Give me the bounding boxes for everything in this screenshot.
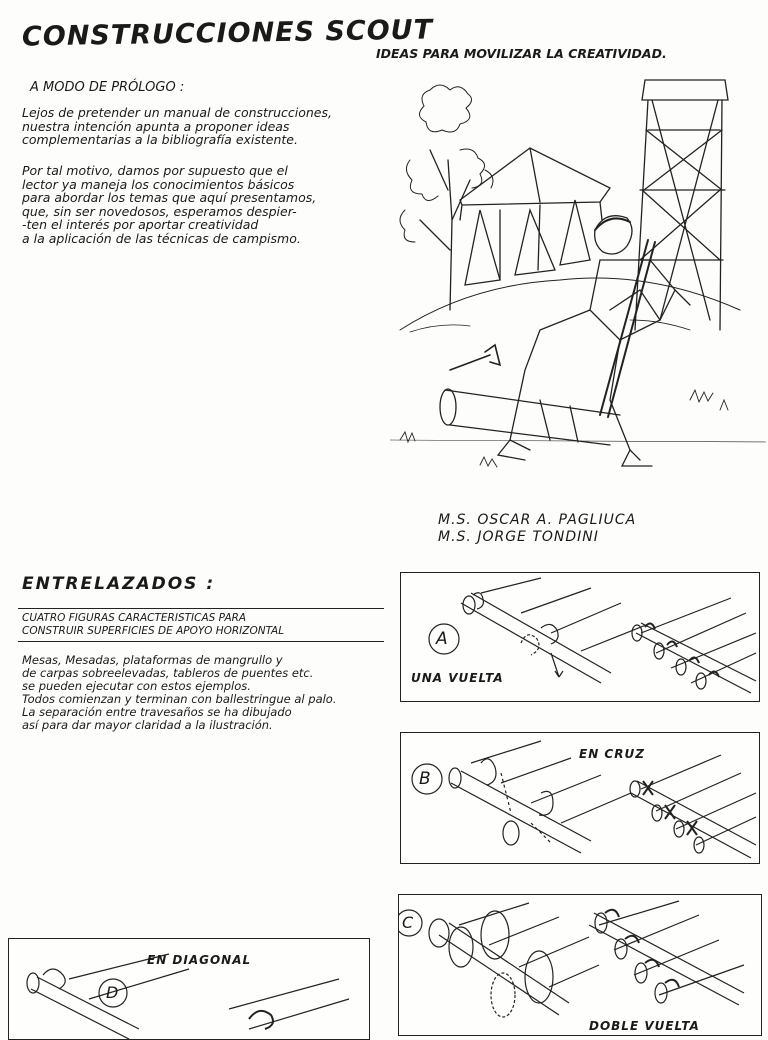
- feature-line: CONSTRUIR SUPERFICIES DE APOYO HORIZONTAL: [22, 624, 285, 637]
- section-heading: ENTRELAZADOS :: [22, 574, 216, 594]
- paragraph-line: -ten el interés por aportar creatividad: [22, 217, 259, 232]
- figure-letter: D: [106, 983, 120, 1002]
- feature-line: CUATRO FIGURAS CARACTERISTICAS PARA: [22, 612, 247, 624]
- author-name: M.S. OSCAR A. PAGLIUCA: [438, 512, 637, 528]
- log-drawing: [440, 389, 620, 445]
- tree-drawing: [400, 85, 493, 310]
- scout-figure: [498, 216, 690, 466]
- body-line: de carpas sobreelevadas, tableros de puentes etc.: [22, 666, 314, 680]
- prologue-paragraph-2: [22, 164, 422, 245]
- figure-panel-a: [400, 572, 760, 702]
- figure-caption: EN CRUZ: [579, 747, 645, 761]
- figure-letter: A: [436, 629, 449, 649]
- figure-letter: C: [402, 913, 415, 932]
- tower-drawing: [635, 80, 728, 330]
- paragraph-line: lector ya maneja los conocimientos básicos: [22, 176, 295, 192]
- paragraph-line: nuestra intención apunta a proponer ideas: [22, 118, 290, 134]
- body-line: se pueden ejecutar con estos ejemplos.: [22, 679, 251, 693]
- paragraph-line: Por tal motivo, damos por supuesto que el: [22, 163, 288, 178]
- page-title: CONSTRUCCIONES SCOUT: [21, 14, 434, 53]
- paragraph-line: a la aplicación de las técnicas de campismo.: [22, 230, 301, 246]
- section-feature-box: [18, 608, 384, 642]
- figure-caption: EN DIAGONAL: [147, 953, 252, 967]
- figure-caption: DOBLE VUELTA: [589, 1019, 700, 1033]
- paragraph-line: Lejos de pretender un manual de construcciones,: [22, 105, 332, 120]
- body-line: así para dar mayor claridad a la ilustración.: [22, 718, 273, 732]
- scout-camp-illustration: [390, 70, 766, 480]
- figure-letter: B: [419, 769, 432, 789]
- author-name: M.S. JORGE TONDINI: [438, 529, 599, 545]
- prologue-heading: A MODO DE PRÓLOGO :: [30, 80, 185, 95]
- figure-caption: UNA VUELTA: [411, 671, 504, 685]
- figure-panel-d: [8, 938, 370, 1040]
- paragraph-line: para abordar los temas que aquí presentamos,: [22, 190, 317, 205]
- authors: [438, 512, 636, 546]
- figure-panel-c: [398, 894, 762, 1036]
- axe-drawing: [450, 345, 500, 370]
- body-line: Todos comienzan y terminan con ballestringue al palo.: [22, 692, 337, 706]
- prologue-paragraph-1: [22, 106, 422, 147]
- body-line: La separación entre travesaños se ha dibujado: [22, 705, 292, 719]
- section-body-text: [22, 654, 392, 732]
- lashing-diagram-a: [461, 578, 756, 693]
- paragraph-line: complementarias a la bibliografía existente.: [22, 132, 298, 147]
- page-subtitle: IDEAS PARA MOVILIZAR LA CREATIVIDAD.: [376, 46, 667, 61]
- tent-drawing: [460, 148, 610, 285]
- lashing-diagram-c: [429, 901, 744, 1017]
- body-line: Mesas, Mesadas, plataformas de mangrullo y: [22, 653, 283, 667]
- figure-panel-b: [400, 732, 760, 864]
- paragraph-line: que, sin ser novedosos, esperamos despier-: [22, 203, 297, 219]
